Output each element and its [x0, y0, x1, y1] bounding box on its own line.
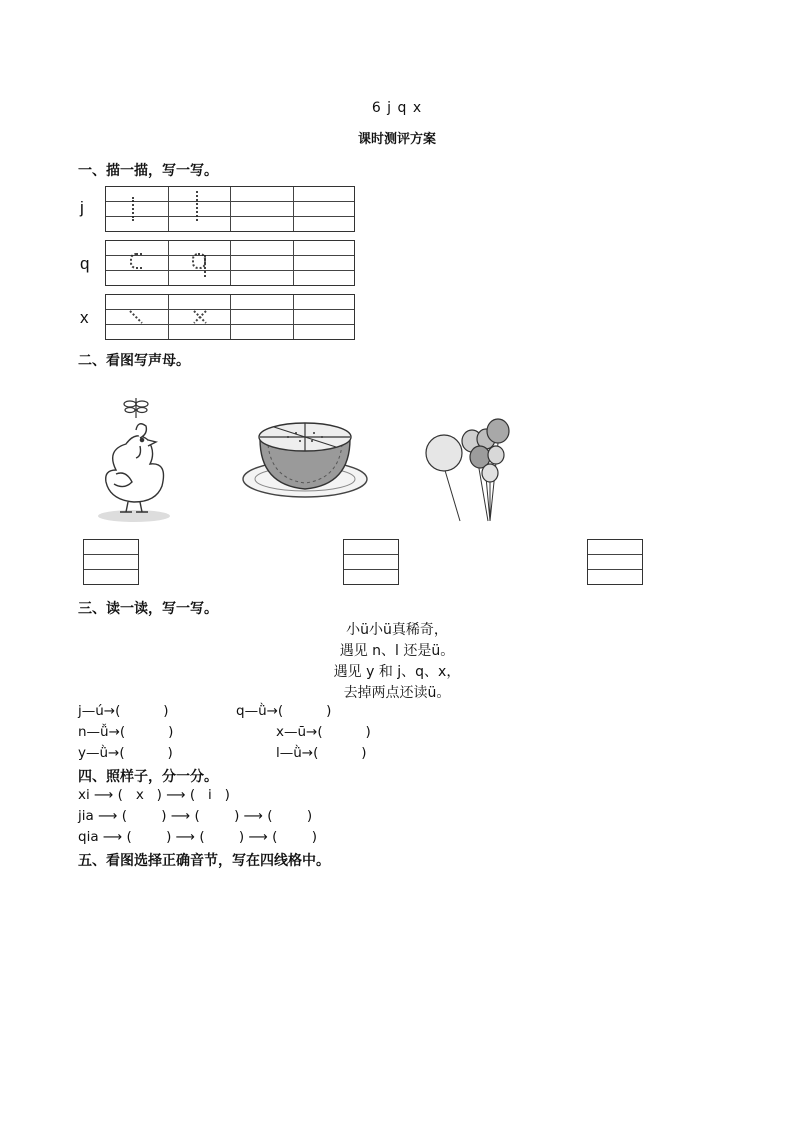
exercise-j: j—ú→( ): [78, 703, 169, 719]
chicken-picture: [76, 390, 192, 524]
section4-heading: 四、照样子，分一分。: [78, 769, 218, 785]
writing-grid-q[interactable]: [105, 240, 355, 286]
page-subtitle: 课时测评方案: [357, 132, 436, 147]
exercise-q: q—ǜ→( ): [236, 703, 332, 719]
writing-grid-j[interactable]: [105, 186, 355, 232]
row-letter-j: j: [80, 198, 84, 217]
watermelon-picture: [238, 405, 372, 501]
section3-heading: 三、读一读，写一写。: [78, 601, 218, 617]
section1-heading: 一、描一描，写一写。: [78, 163, 218, 179]
page-title: 6 j q x: [371, 100, 423, 116]
split-exercise-jia: jia ⟶ ( ) ⟶ ( ) ⟶ ( ): [78, 808, 313, 824]
poem-line-3: 遇见 y 和 j、q、x，: [333, 664, 461, 680]
section5-heading: 五、看图选择正确音节，写在四线格中。: [78, 853, 330, 869]
split-example-xi: xi ⟶ ( x ) ⟶ ( i ): [78, 787, 230, 803]
answer-grid-chicken[interactable]: [83, 539, 139, 585]
exercise-l: l—ǜ→( ): [276, 745, 367, 761]
poem-line-4: 去掉两点还读ü。: [343, 685, 451, 701]
poem-line-1: 小ü小ü真稀奇，: [346, 622, 448, 638]
balloons-picture: [420, 415, 512, 525]
answer-grid-balloons[interactable]: [587, 539, 643, 585]
exercise-x: x—ū→( ): [276, 724, 371, 740]
row-letter-q: q: [80, 254, 90, 273]
exercise-n: n—ǚ→( ): [78, 724, 174, 740]
writing-grid-x[interactable]: [105, 294, 355, 340]
poem-line-2: 遇见 n、l 还是ü。: [339, 643, 455, 659]
section2-heading: 二、看图写声母。: [78, 353, 190, 369]
split-exercise-qia: qia ⟶ ( ) ⟶ ( ) ⟶ ( ): [78, 829, 317, 845]
answer-grid-watermelon[interactable]: [343, 539, 399, 585]
row-letter-x: x: [80, 308, 89, 327]
exercise-y: y—ǜ→( ): [78, 745, 173, 761]
